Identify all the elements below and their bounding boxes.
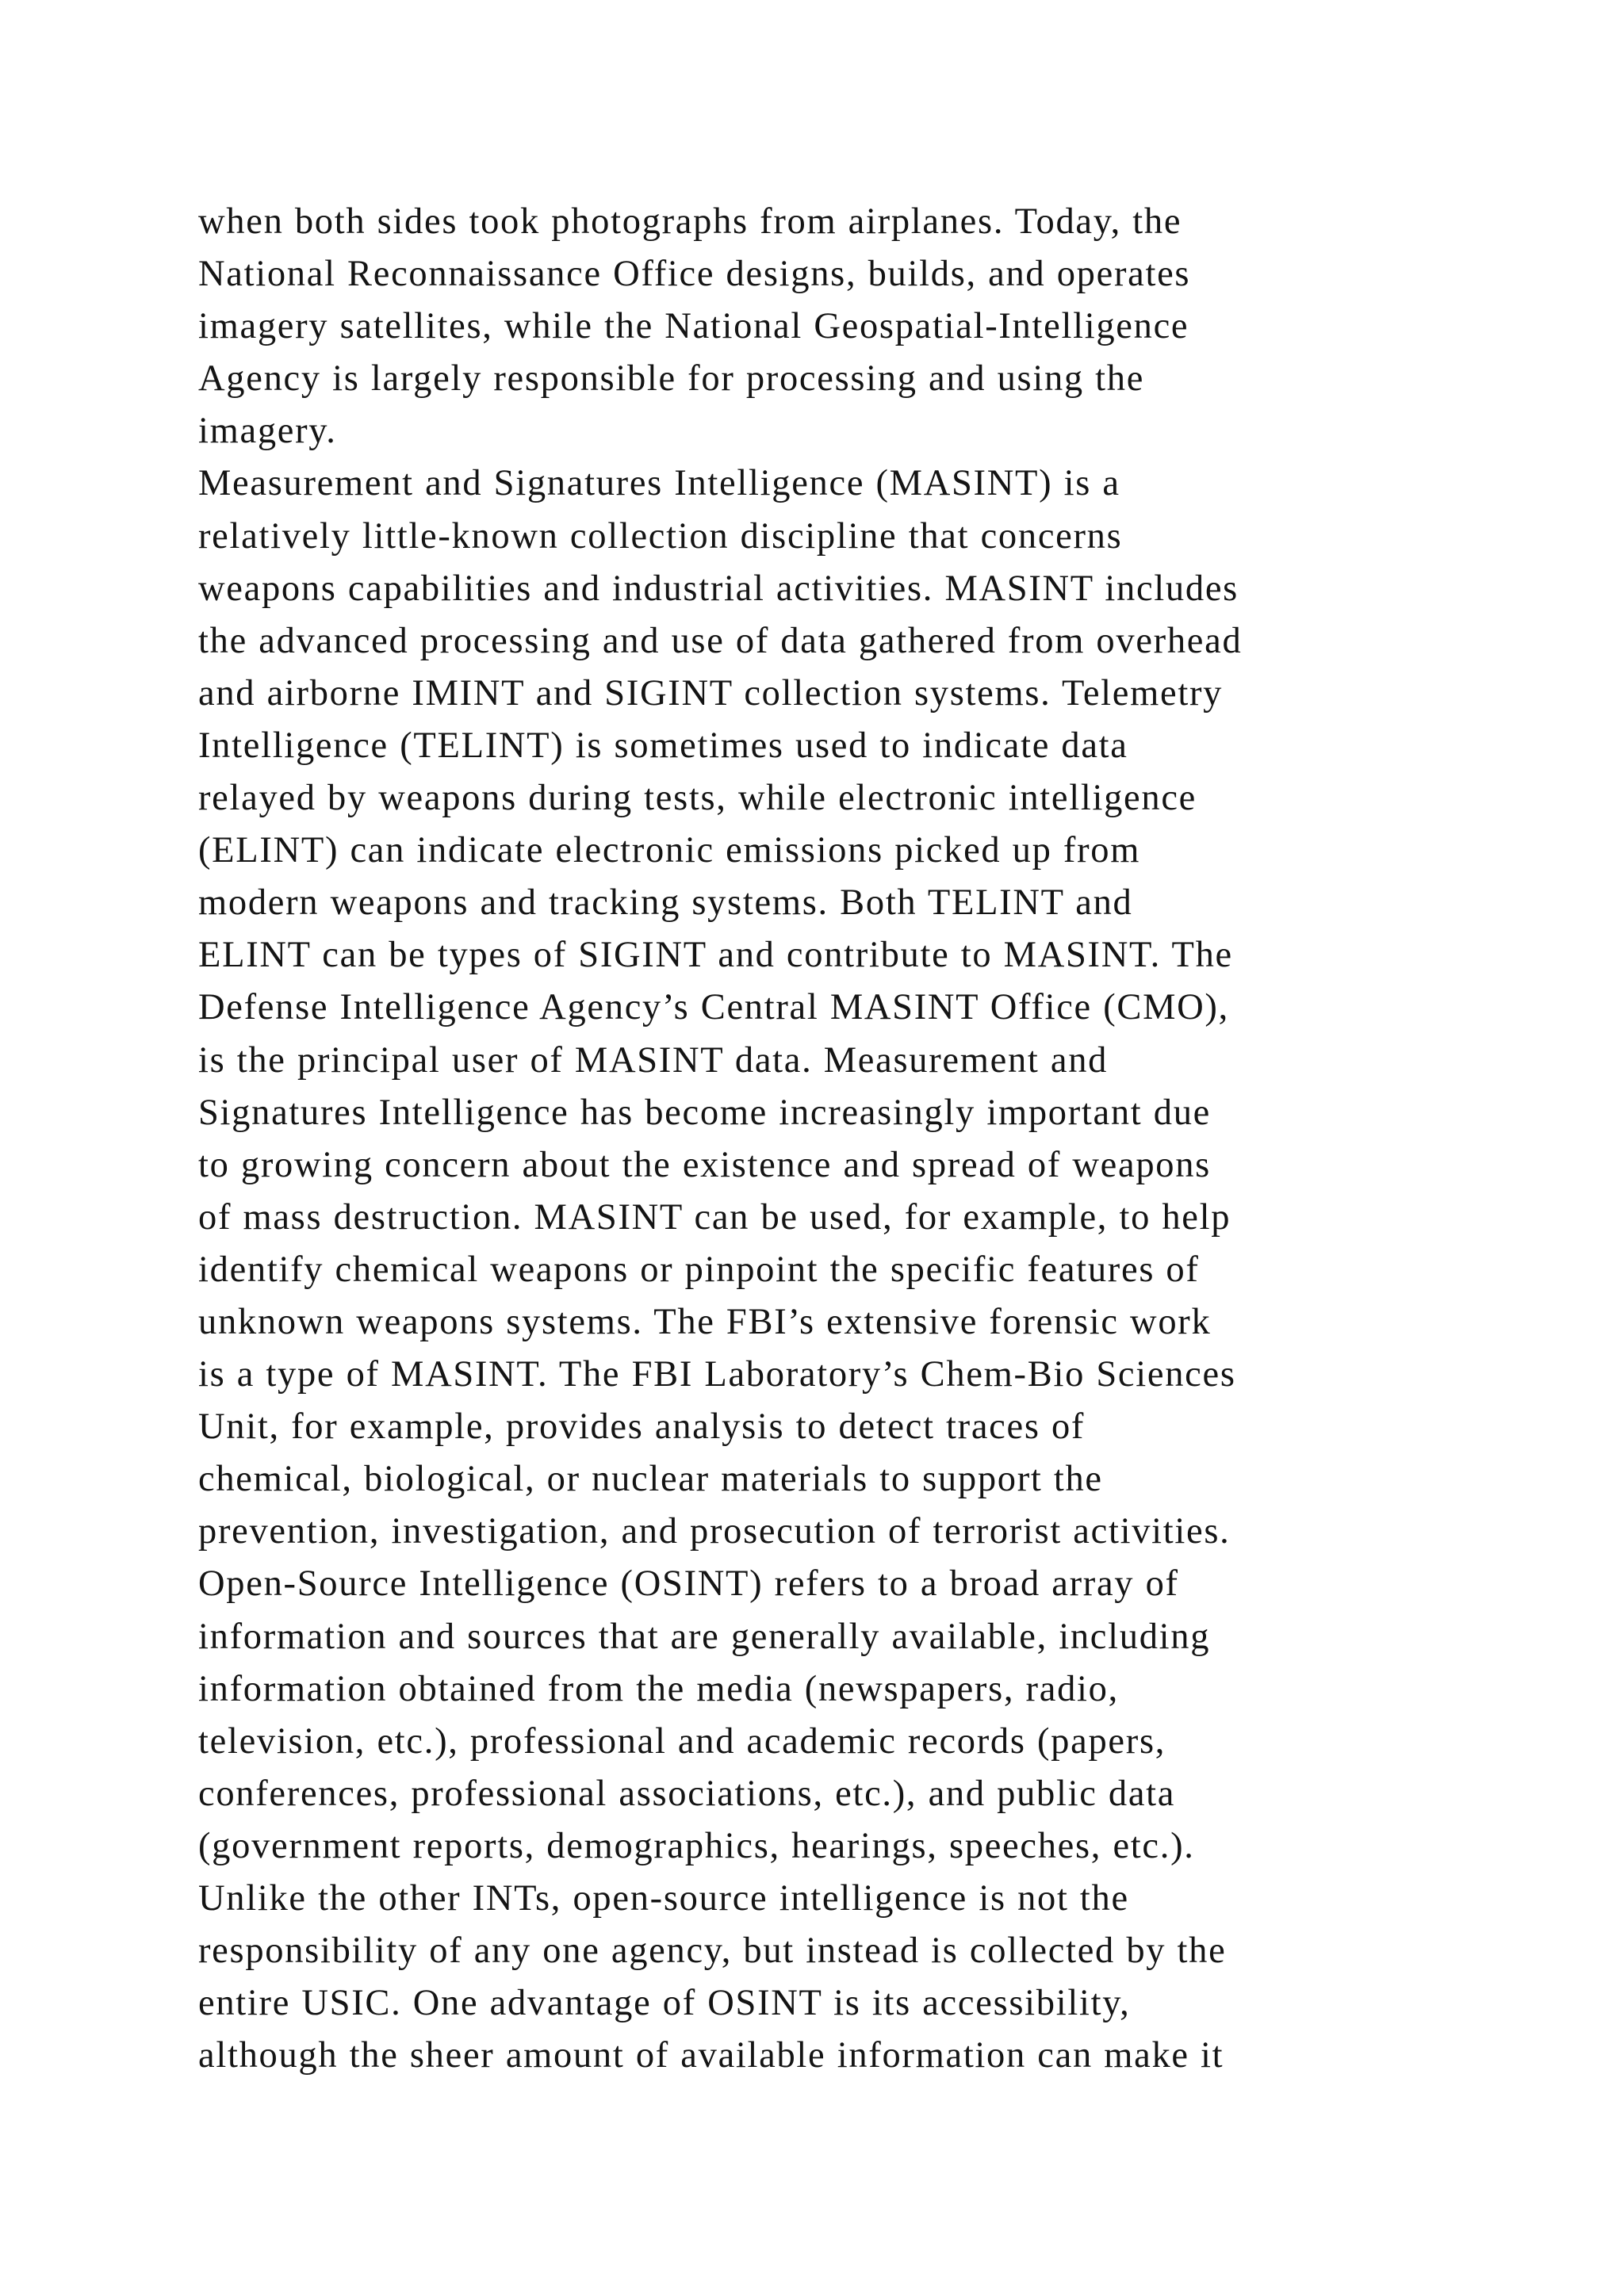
text-line: Open-Source Intelligence (OSINT) refers to a broad array of — [198, 1563, 1179, 1605]
text-line: National Reconnaissance Office designs, builds, and operates — [198, 254, 1191, 295]
text-line: imagery satellites, while the National Geospatial-Intelligence — [198, 306, 1189, 347]
text-line: information obtained from the media (newspapers, radio, — [198, 1668, 1119, 1709]
text-line: the advanced processing and use of data gathered from overhead — [198, 620, 1243, 661]
text-line: when both sides took photographs from airplanes. Today, the — [198, 201, 1182, 242]
text-line: weapons capabilities and industrial activities. MASINT includes — [198, 568, 1239, 609]
text-line: modern weapons and tracking systems. Both TELINT and — [198, 882, 1133, 924]
text-line: to growing concern about the existence and spread of weapons — [198, 1144, 1211, 1185]
text-line: (ELINT) can indicate electronic emissions picked up from — [198, 830, 1141, 871]
text-line: Unit, for example, provides analysis to detect traces of — [198, 1406, 1086, 1448]
text-line: relayed by weapons during tests, while electronic intelligence — [198, 778, 1197, 819]
text-line: television, etc.), professional and academic records (papers, — [198, 1720, 1166, 1762]
text-line: conferences, professional associations, etc.), and public data — [198, 1773, 1176, 1814]
text-line: Defense Intelligence Agency’s Central MASINT Office (CMO), — [198, 987, 1229, 1028]
text-line: prevention, investigation, and prosecution of terrorist activities. — [198, 1511, 1231, 1552]
text-line: Agency is largely responsible for processing and using the — [198, 358, 1145, 400]
text-line: Signatures Intelligence has become increasingly important due — [198, 1092, 1211, 1133]
text-line: chemical, biological, or nuclear materials to support the — [198, 1459, 1103, 1500]
text-line: entire USIC. One advantage of OSINT is its accessibility, — [198, 1983, 1131, 2024]
text-line: relatively little-known collection discipline that concerns — [198, 515, 1123, 557]
text-line: responsibility of any one agency, but instead is collected by the — [198, 1931, 1227, 1972]
text-line: of mass destruction. MASINT can be used, for example, to help — [198, 1196, 1231, 1238]
text-line: is a type of MASINT. The FBI Laboratory’s Chem-Bio Sciences — [198, 1354, 1236, 1395]
text-line: Measurement and Signatures Intelligence (MASINT) is a — [198, 463, 1120, 504]
text-line: although the sheer amount of available information can make it — [198, 2035, 1224, 2076]
text-line: and airborne IMINT and SIGINT collection systems. Telemetry — [198, 672, 1224, 714]
text-line: is the principal user of MASINT data. Measurement and — [198, 1039, 1109, 1081]
text-line: Intelligence (TELINT) is sometimes used to indicate data — [198, 725, 1128, 766]
text-line: (government reports, demographics, hearings, speeches, etc.). — [198, 1825, 1195, 1866]
text-line: identify chemical weapons or pinpoint the specific features of — [198, 1249, 1200, 1290]
text-line: unknown weapons systems. The FBI’s extensive forensic work — [198, 1301, 1212, 1342]
text-line: ELINT can be types of SIGINT and contribute to MASINT. The — [198, 935, 1233, 976]
text-line: Unlike the other INTs, open-source intelligence is not the — [198, 1878, 1129, 1919]
text-line: imagery. — [198, 411, 337, 452]
text-line: information and sources that are generally available, including — [198, 1616, 1211, 1657]
body-text — [198, 196, 1435, 2082]
